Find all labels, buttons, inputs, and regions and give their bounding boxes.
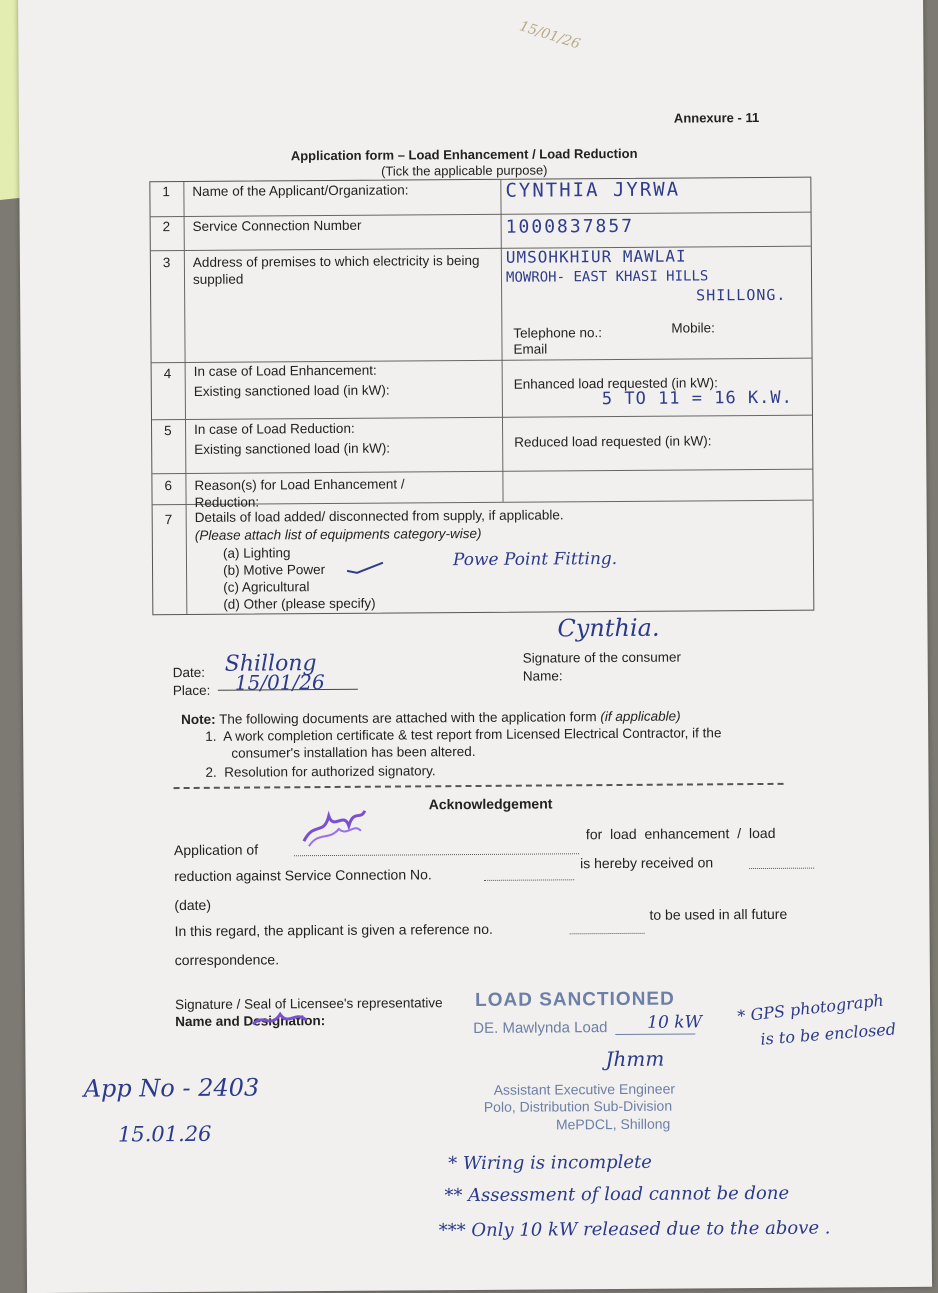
stamp-underline	[615, 1033, 695, 1035]
consumer-signature: Cynthia.	[557, 613, 660, 643]
ack-for-load: for load enhancement / load	[585, 824, 776, 843]
option-motive-power: (b) Motive Power	[222, 562, 326, 578]
top-handwritten-mark: 15/01/26	[517, 18, 583, 53]
ack-application-of: Application of	[173, 841, 259, 859]
ack-title: Acknowledgement	[428, 795, 553, 813]
row-number: 2	[162, 219, 171, 235]
address-line-1: UMSOHKHIUR MAWLAI	[505, 246, 687, 267]
stamp-load-value: 10 kW	[647, 1012, 703, 1033]
ack-reduction-against: reduction against Service Connection No.	[174, 866, 432, 885]
mobile-label: Mobile:	[671, 320, 715, 336]
dotted-blank	[484, 879, 574, 881]
stamp-mepdcl: MePDCL, Shillong	[555, 1115, 671, 1133]
reason-label: Reason(s) for Load Enhancement / Reduction:	[194, 476, 405, 510]
gps-note-line-2: is to be enclosed	[759, 1019, 897, 1049]
col-divider	[500, 180, 503, 502]
option-lighting: (a) Lighting	[222, 545, 291, 561]
form-table	[149, 177, 814, 616]
row-divider	[152, 469, 812, 475]
row-number: 7	[164, 512, 173, 528]
row-number: 5	[164, 423, 172, 439]
date-handwritten: Shillong	[224, 651, 317, 677]
row-number: 4	[163, 366, 172, 382]
details-handwritten: Powe Point Fitting.	[452, 548, 618, 571]
option-agricultural: (c) Agricultural	[223, 579, 310, 595]
tick-mark-icon	[345, 561, 385, 580]
consumer-name-label: Name:	[522, 668, 563, 684]
telephone-label: Telephone no.:	[513, 325, 603, 341]
ack-regard: In this regard, the applicant is given a reference no.	[174, 920, 493, 940]
annexure-label: Annexure - 11	[673, 109, 760, 126]
reduction-heading: In case of Load Reduction:	[194, 420, 355, 437]
enhanced-load-label: Enhanced load requested (in kW):	[513, 375, 718, 392]
stamp-aee: Assistant Executive Engineer	[493, 1080, 676, 1098]
col-divider	[183, 182, 187, 614]
row-number: 6	[164, 478, 173, 494]
address-line-2: MOWROH- EAST KHASI HILLS	[505, 268, 709, 286]
engineer-signature: Jhmm	[605, 1046, 665, 1072]
row-number: 1	[162, 184, 170, 200]
signature-label: Signature of the consumer	[522, 649, 682, 666]
email-label: Email	[513, 341, 548, 357]
wiring-note: * Wiring is incomplete	[448, 1151, 652, 1175]
note-item-2: 2. Resolution for authorized signatory.	[205, 763, 436, 780]
dotted-blank	[570, 933, 645, 935]
purple-scribble-icon	[299, 801, 369, 856]
sig-seal-label: Signature / Seal of Licensee's representative	[175, 995, 443, 1013]
note-item-1: 1. A work completion certificate & test report from Licensed Electrical Contractor, if the	[205, 725, 722, 744]
applicant-name-label: Name of the Applicant/Organization:	[192, 182, 409, 199]
service-connection-value: 1000837857	[505, 215, 635, 238]
ack-future: to be used in all future	[649, 905, 788, 923]
app-date: 15.01.26	[117, 1121, 212, 1147]
existing-load-label: Existing sanctioned load (in kW):	[193, 382, 390, 399]
row-divider	[151, 246, 811, 252]
enhancement-heading: In case of Load Enhancement:	[193, 362, 377, 379]
stamp-polo: Polo, Distribution Sub-Division	[483, 1097, 673, 1115]
row-divider	[152, 415, 812, 421]
place-handwritten: 15/01/26	[234, 670, 325, 695]
reduced-load-label: Reduced load requested (in kW):	[514, 433, 712, 450]
row-number: 3	[162, 255, 171, 271]
assessment-note: ** Assessment of load cannot be done	[444, 1182, 790, 1207]
form-title: Application form – Load Enhancement / Load Reduction	[290, 145, 638, 164]
cut-line	[174, 783, 784, 789]
address-label: Address of premises to which electricity is being supplied	[192, 252, 480, 287]
note-label: Note:	[181, 711, 216, 728]
note-item-1-cont: consumer's installation has been altered.	[231, 743, 476, 761]
stamp-de-load: DE. Mawlynda Load	[473, 1019, 608, 1038]
existing-load-reduction-label: Existing sanctioned load (in kW):	[194, 440, 391, 457]
purple-scribble-icon	[250, 1004, 310, 1039]
form-subtitle: (Tick the applicable purpose)	[380, 162, 548, 179]
only-released-note: *** Only 10 kW released due to the above .	[438, 1217, 831, 1242]
enhanced-load-value: 5 TO 11 = 16 K.W.	[601, 387, 793, 410]
app-number: App No - 2403	[83, 1073, 260, 1103]
service-connection-label: Service Connection Number	[192, 217, 362, 234]
ack-date: (date)	[174, 896, 212, 914]
ack-hereby: is hereby received on	[580, 854, 714, 872]
details-note: (Please attach list of equipments category-wise)	[194, 525, 482, 543]
name-designation-label: Name and Designation:	[175, 1013, 326, 1030]
document-page	[18, 0, 932, 1293]
dotted-blank	[749, 868, 814, 869]
details-label: Details of load added/ disconnected from supply, if applicable.	[194, 507, 564, 525]
applicant-name-value: CYNTHIA JYRWA	[505, 178, 681, 202]
note-text: The following documents are attached with the application form	[219, 709, 597, 727]
option-other: (d) Other (please specify)	[223, 595, 376, 612]
note-if-applicable: (if applicable)	[600, 708, 681, 725]
gps-note-line-1: * GPS photograph	[736, 990, 885, 1026]
ack-correspondence: correspondence.	[174, 951, 280, 969]
date-label: Date:	[172, 664, 206, 681]
place-label: Place:	[172, 682, 211, 699]
address-line-3: SHILLONG.	[696, 285, 787, 305]
load-sanctioned-stamp: LOAD SANCTIONED	[474, 988, 675, 1011]
row-divider	[151, 212, 811, 218]
